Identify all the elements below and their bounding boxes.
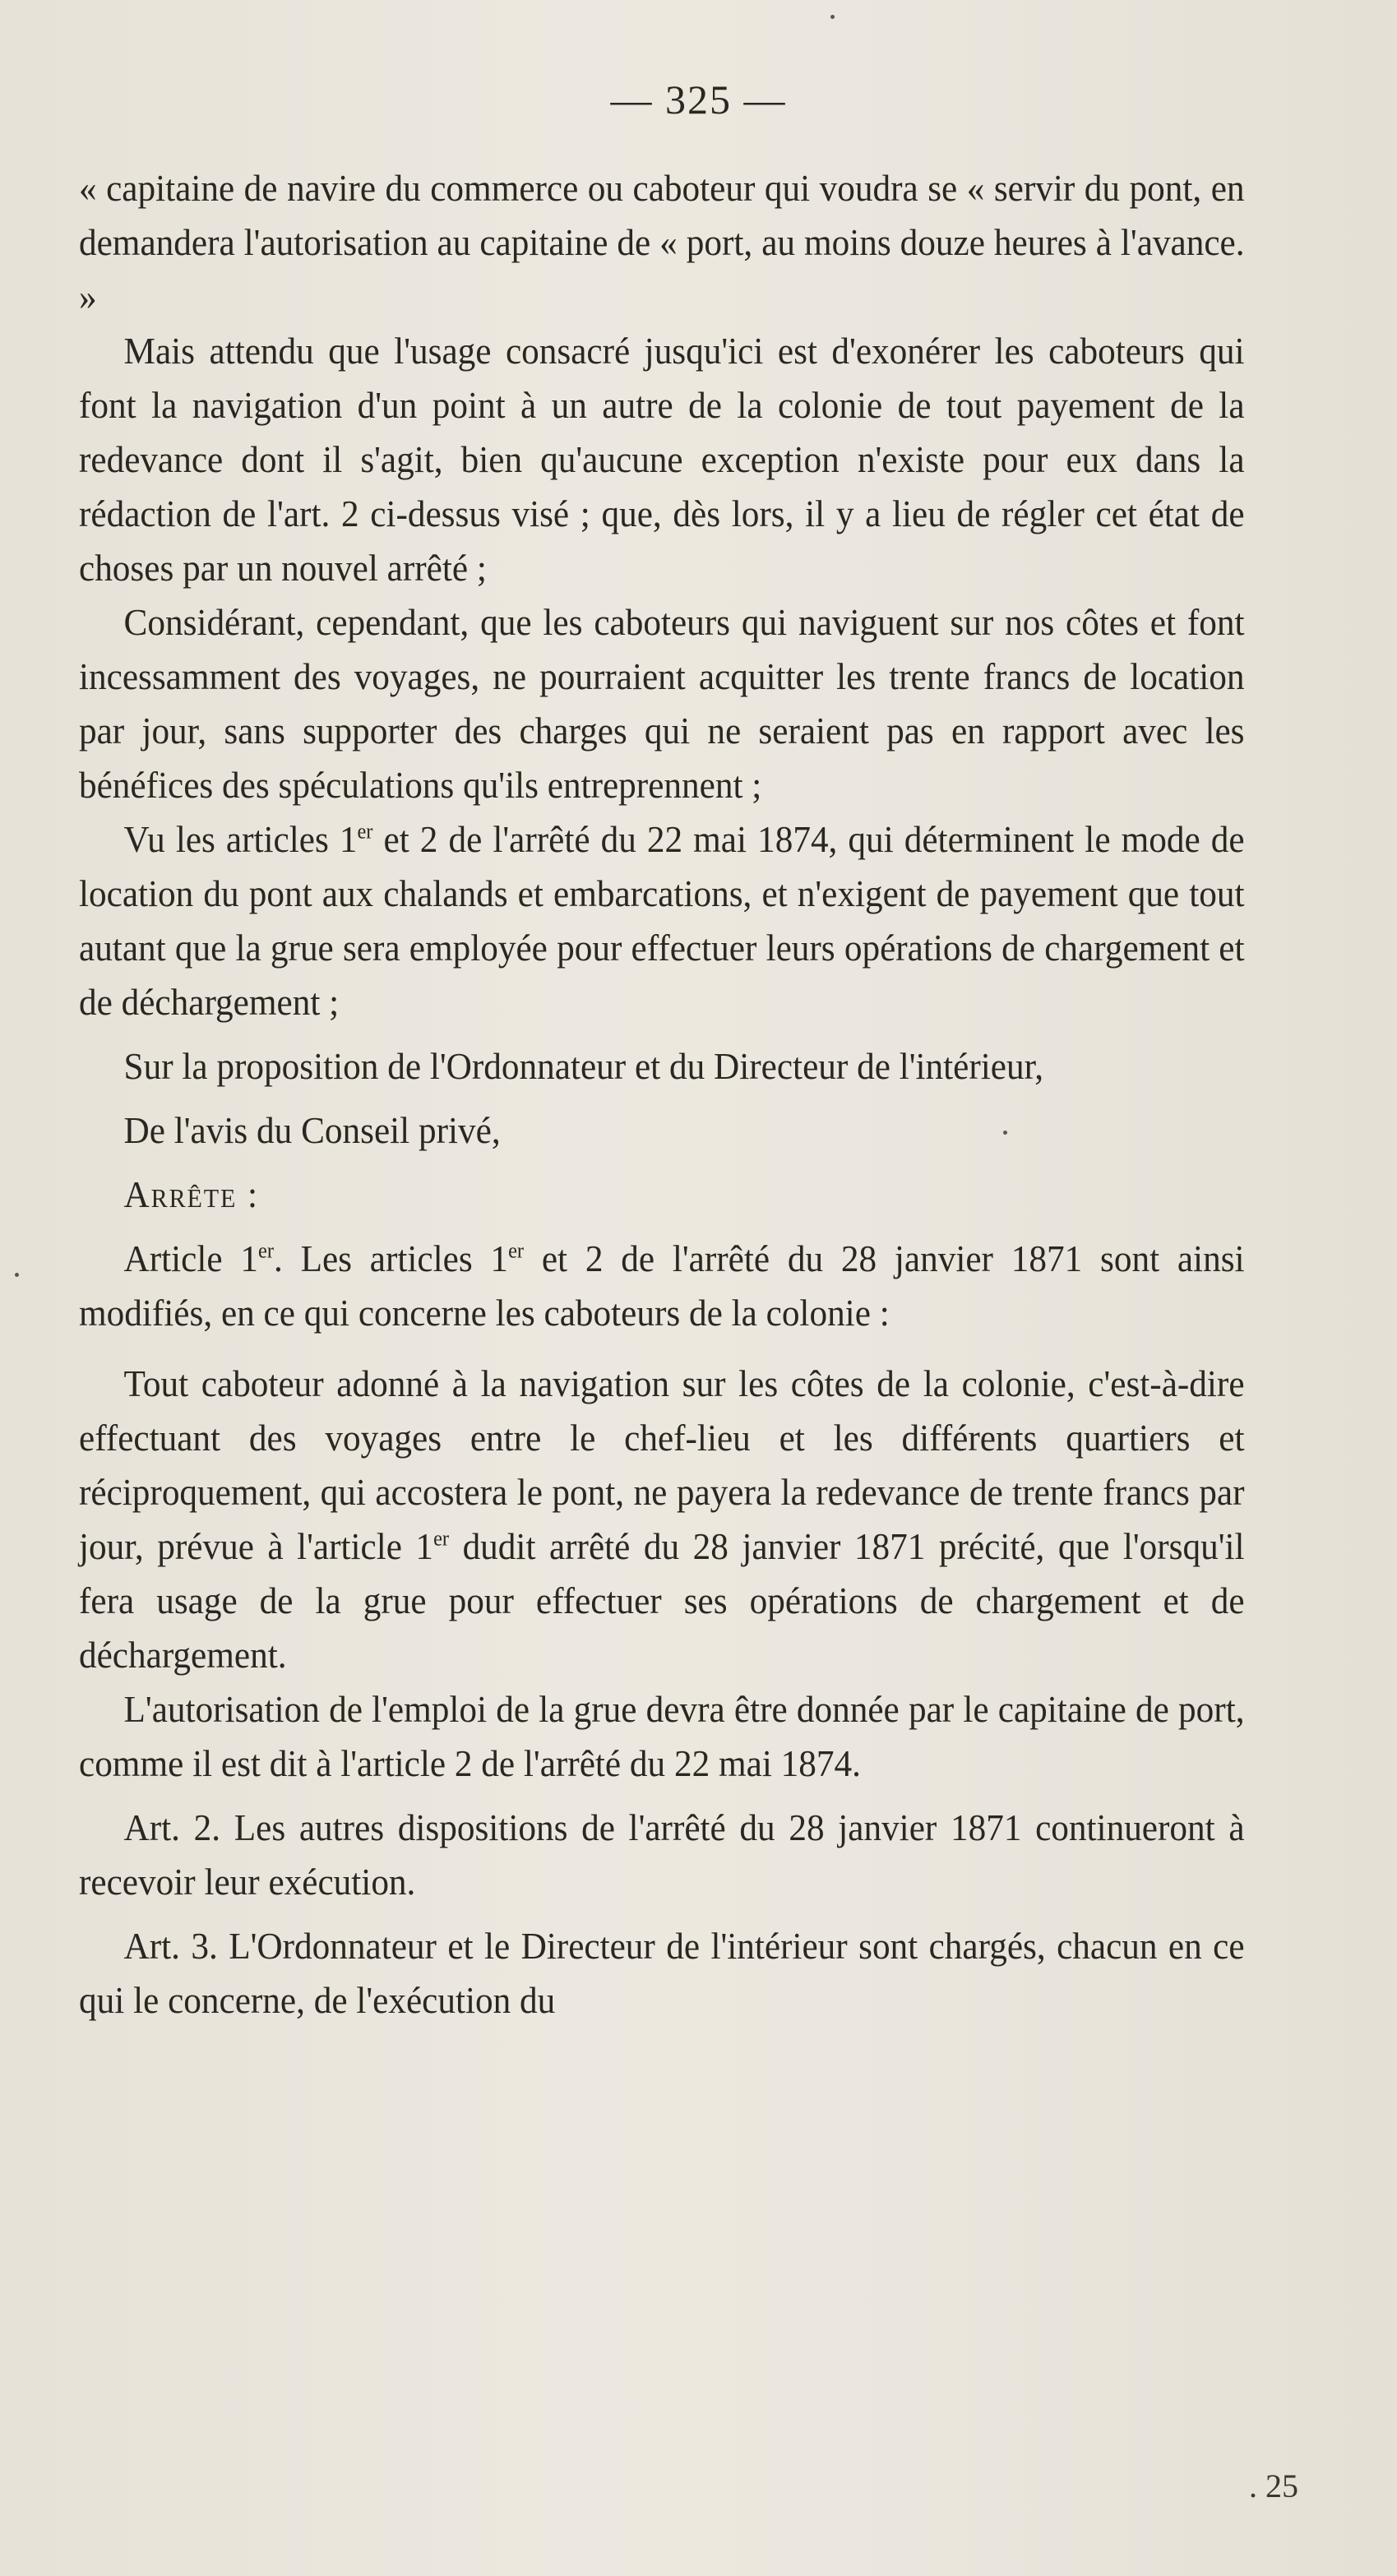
text-run: Article 1 xyxy=(123,1237,258,1279)
text-run: . Les articles 1 xyxy=(273,1237,509,1279)
signature-mark xyxy=(1249,2467,1298,2505)
text-run: et 2 de l'arrêté du 28 janvier 1871 sont ainsi modifiés, en ce qui concerne les caboteurs de la colonie : xyxy=(79,1237,1245,1334)
paragraph: Considérant, cependant, que les caboteurs qui naviguent sur nos côtes et font incessamment des voyages, ne pourraient acquitter les trente francs de location par jour, sans supporter des charges qui ne seraient pas en rapport avec les bénéfices des spéculations qu'ils entreprennent ; xyxy=(79,601,1245,806)
article-2: Art. 2. Les autres dispositions de l'arrêté du 28 janvier 1871 continueront à recevoir leur exécution. xyxy=(79,1806,1245,1903)
arrete-heading: Arrête : xyxy=(123,1173,259,1215)
paragraph xyxy=(79,1357,1245,1682)
paragraph: Mais attendu que l'usage consacré jusqu'ici est d'exonérer les caboteurs qui font la navigation d'un point à un autre de la colonie de tout payement de la redevance dont il s'agit, bien qu'aucune exception n'existe pour eux dans la rédaction de l'art. 2 ci-dessus visé ; que, dès lors, il y a lieu de régler cet état de choses par un nouvel arrêté ; xyxy=(79,330,1245,589)
stray-mark xyxy=(1003,1131,1007,1135)
superscript: er xyxy=(357,819,373,844)
text-run: et 2 de l'arrêté du 22 mai 1874, qui déterminent le mode de location du pont aux chalands et embarcations, et n'exigent de payement que tout autant que la grue sera employée pour effectuer leurs opérations de chargement et de déchargement ; xyxy=(79,818,1245,1023)
paragraph: L'autorisation de l'emploi de la grue devra être donnée par le capitaine de port, comme il est dit à l'article 2 de l'arrêté du 22 mai 1874. xyxy=(79,1688,1245,1784)
superscript: er xyxy=(508,1238,525,1263)
signature-number: 25 xyxy=(1265,2467,1298,2504)
stray-mark xyxy=(830,15,835,19)
text-run: Tout caboteur adonné à la navigation sur les côtes de la colonie, c'est-à-dire effectuant des voyages entre le chef-lieu et les différents quartiers et réciproquement, qui accostera le pont, ne payera la redevance de trente francs par jour, prévue à l'article 1 xyxy=(79,1362,1245,1567)
document-body xyxy=(79,161,1245,2028)
signature-dot: . xyxy=(1249,2467,1257,2504)
article-3: Art. 3. L'Ordonnateur et le Directeur de l'intérieur sont chargés, chacun en ce qui le concerne, de l'exécution du xyxy=(79,1925,1245,2021)
paragraph: De l'avis du Conseil privé, xyxy=(123,1109,501,1151)
superscript: er xyxy=(433,1526,450,1551)
text-run: dudit arrêté du 28 janvier 1871 précité, que l'orsqu'il fera usage de la grue pour effectuer ses opérations de chargement et de déchargement. xyxy=(79,1525,1245,1676)
superscript: er xyxy=(257,1238,274,1263)
page-number: — 325 — xyxy=(610,76,787,123)
paragraph xyxy=(79,812,1245,1029)
paragraph: Sur la proposition de l'Ordonnateur et du Directeur de l'intérieur, xyxy=(123,1045,1044,1087)
paragraph: « capitaine de navire du commerce ou caboteur qui voudra se « servir du pont, en demandera l'autorisation au capitaine de « port, au moins douze heures à l'avance. » xyxy=(79,167,1245,317)
stray-mark xyxy=(15,1273,19,1277)
text-run: Vu les articles 1 xyxy=(123,818,358,860)
article-1 xyxy=(79,1232,1245,1340)
